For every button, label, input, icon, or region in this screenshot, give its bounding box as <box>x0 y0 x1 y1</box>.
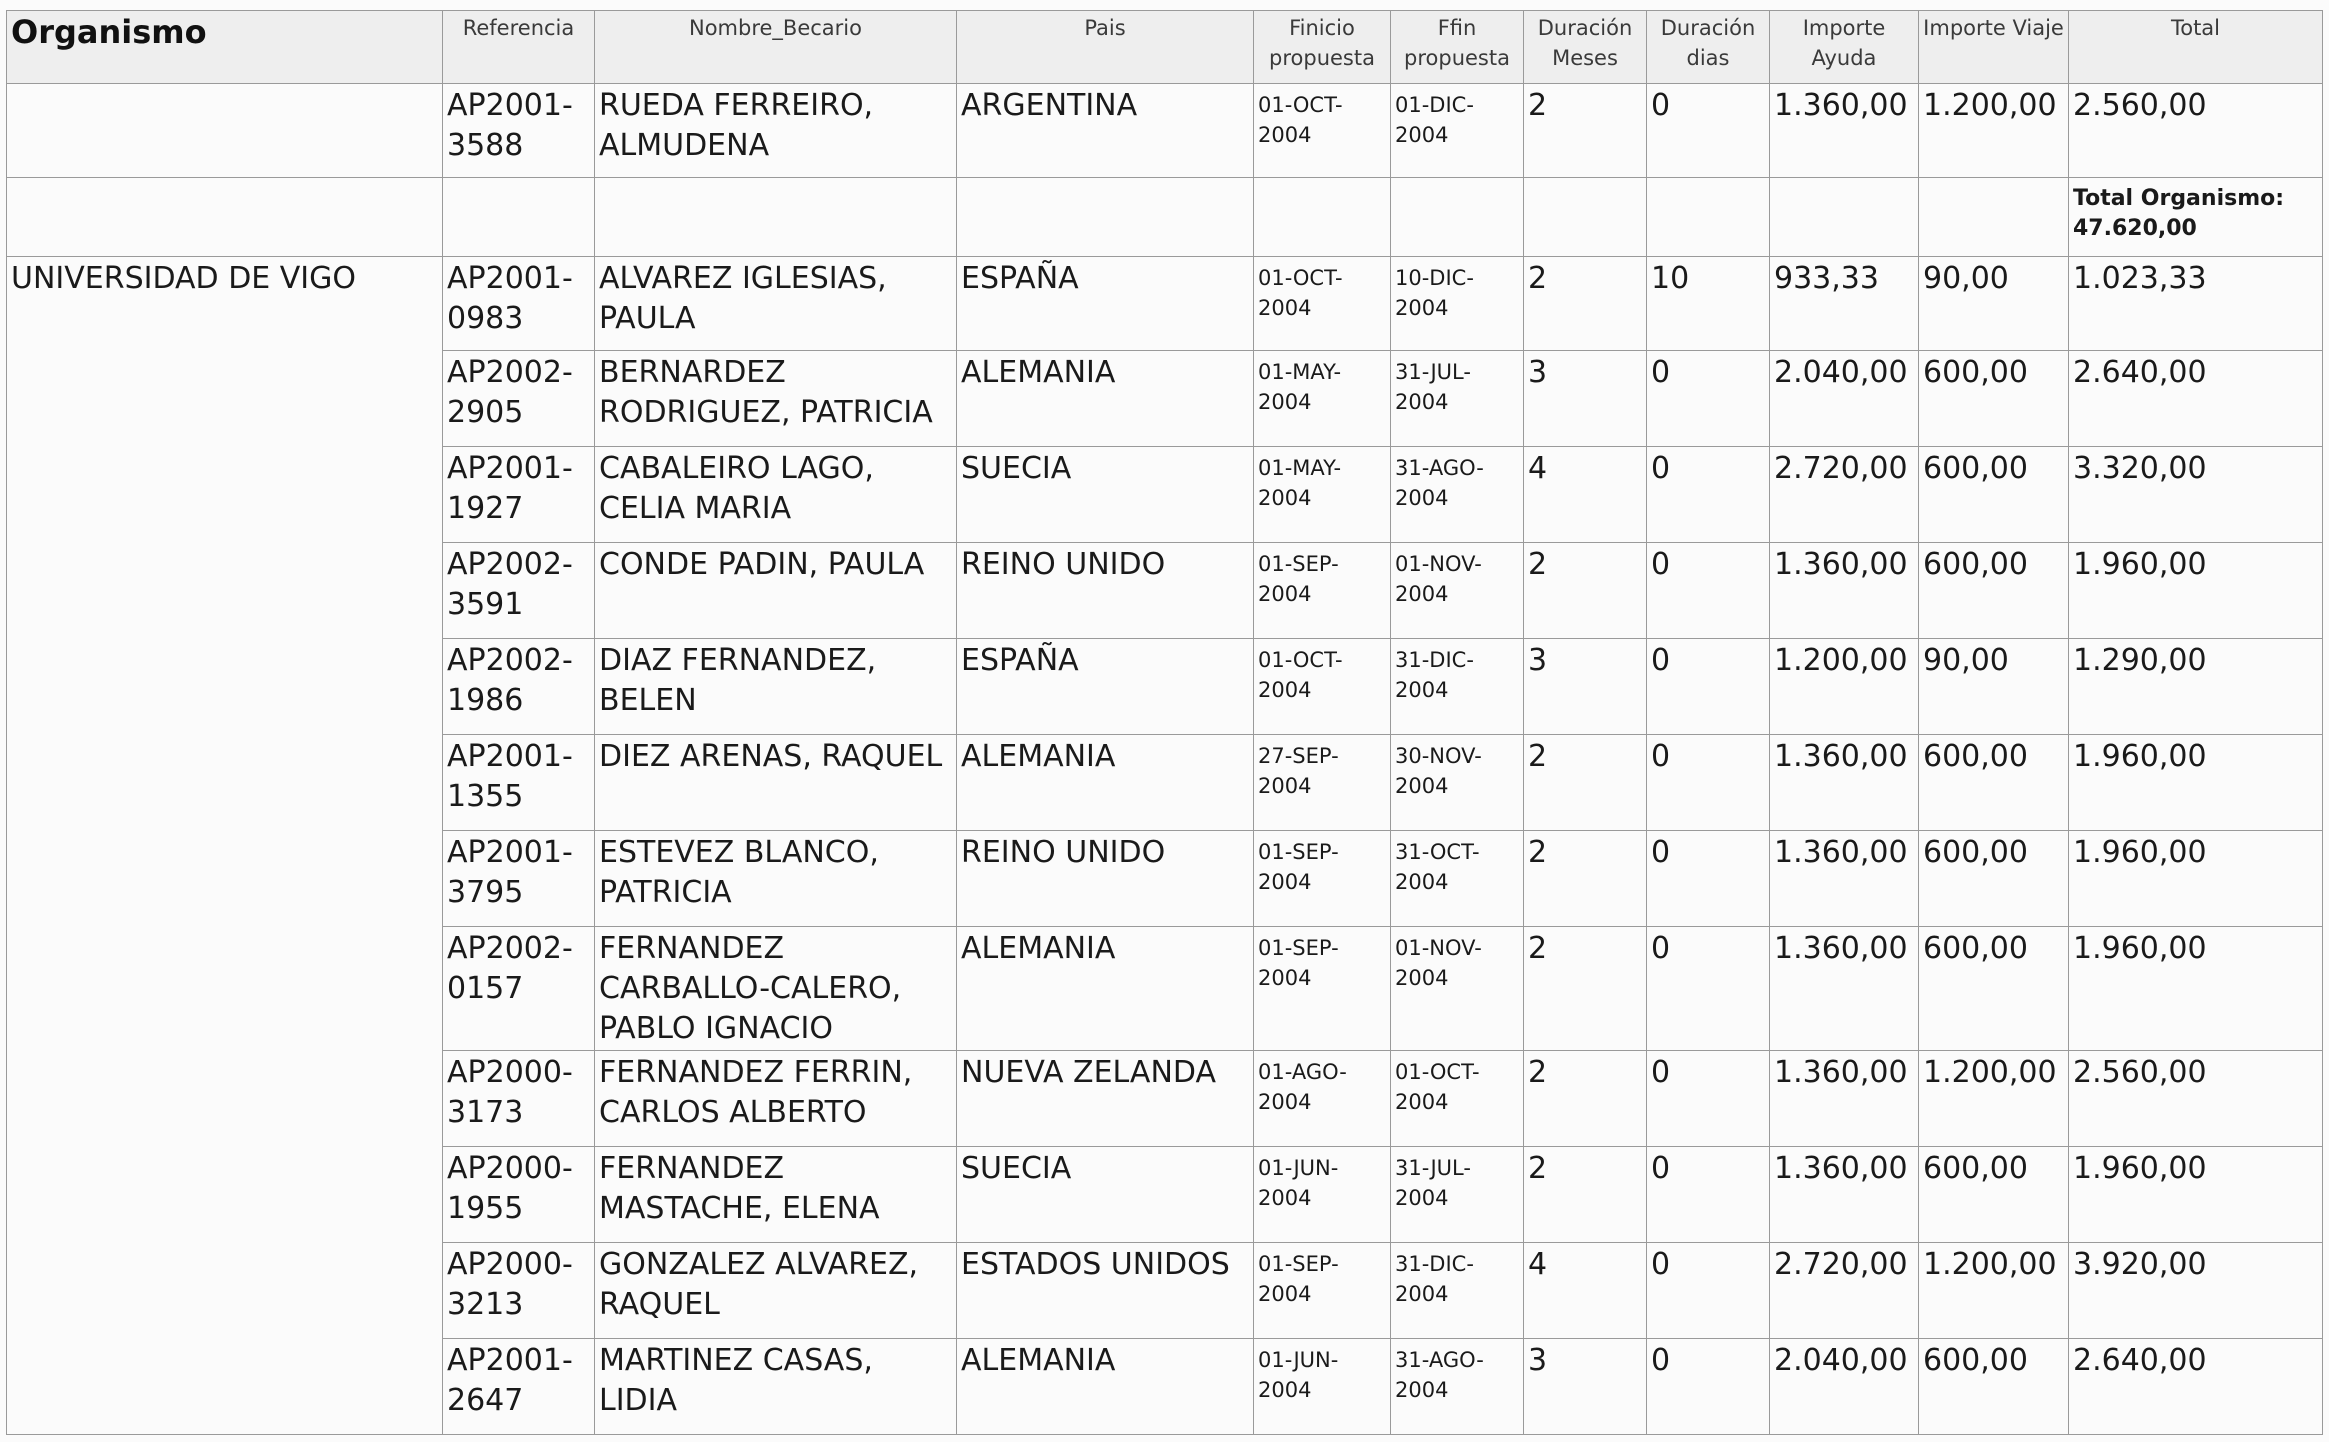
cell-referencia: AP2000-1955 <box>443 1147 595 1243</box>
cell-viaje: 1.200,00 <box>1919 1243 2069 1339</box>
col-nombre: Nombre_Becario <box>595 11 957 84</box>
cell-pais: REINO UNIDO <box>957 831 1254 927</box>
cell-ffin: 31-DIC-2004 <box>1391 639 1524 735</box>
cell-pais: ESPAÑA <box>957 257 1254 351</box>
cell-nombre: BERNARDEZ RODRIGUEZ, PATRICIA <box>595 351 957 447</box>
empty-cell <box>1391 178 1524 257</box>
cell-meses: 2 <box>1524 84 1647 178</box>
cell-total: 2.560,00 <box>2069 1051 2323 1147</box>
cell-dias: 0 <box>1647 543 1770 639</box>
cell-nombre: DIEZ ARENAS, RAQUEL <box>595 735 957 831</box>
cell-ayuda: 1.200,00 <box>1770 639 1919 735</box>
cell-nombre: ESTEVEZ BLANCO, PATRICIA <box>595 831 957 927</box>
cell-finicio: 01-SEP-2004 <box>1254 927 1391 1051</box>
cell-referencia: AP2002-3591 <box>443 543 595 639</box>
cell-meses: 2 <box>1524 1051 1647 1147</box>
cell-dias: 0 <box>1647 84 1770 178</box>
cell-referencia: AP2000-3213 <box>443 1243 595 1339</box>
table-row <box>7 257 2323 351</box>
cell-nombre: CONDE PADIN, PAULA <box>595 543 957 639</box>
total-organismo-row <box>7 178 2323 257</box>
cell-nombre: FERNANDEZ CARBALLO-CALERO, PABLO IGNACIO <box>595 927 957 1051</box>
vigo-section <box>7 257 2323 1435</box>
cell-viaje: 600,00 <box>1919 735 2069 831</box>
cell-viaje: 600,00 <box>1919 1339 2069 1435</box>
cell-viaje: 1.200,00 <box>1919 84 2069 178</box>
cell-dias: 0 <box>1647 735 1770 831</box>
table-body <box>7 84 2323 257</box>
cell-finicio: 01-JUN-2004 <box>1254 1339 1391 1435</box>
cell-meses: 2 <box>1524 257 1647 351</box>
cell-pais: SUECIA <box>957 447 1254 543</box>
cell-ffin: 31-AGO-2004 <box>1391 1339 1524 1435</box>
cell-ayuda: 2.040,00 <box>1770 351 1919 447</box>
cell-ffin: 31-JUL-2004 <box>1391 1147 1524 1243</box>
cell-nombre: RUEDA FERREIRO, ALMUDENA <box>595 84 957 178</box>
col-pais: Pais <box>957 11 1254 84</box>
cell-finicio: 01-SEP-2004 <box>1254 543 1391 639</box>
cell-referencia: AP2002-2905 <box>443 351 595 447</box>
cell-dias: 10 <box>1647 257 1770 351</box>
cell-ffin: 31-OCT-2004 <box>1391 831 1524 927</box>
empty-cell <box>1770 178 1919 257</box>
empty-cell <box>957 178 1254 257</box>
cell-referencia: AP2001-3795 <box>443 831 595 927</box>
cell-finicio: 27-SEP-2004 <box>1254 735 1391 831</box>
empty-cell <box>595 178 957 257</box>
cell-dias: 0 <box>1647 1147 1770 1243</box>
cell-dias: 0 <box>1647 927 1770 1051</box>
cell-nombre: MARTINEZ CASAS, LIDIA <box>595 1339 957 1435</box>
col-ffin: Ffin propuesta <box>1391 11 1524 84</box>
col-referencia: Referencia <box>443 11 595 84</box>
cell-finicio: 01-AGO-2004 <box>1254 1051 1391 1147</box>
col-importe-ayuda: Importe Ayuda <box>1770 11 1919 84</box>
cell-viaje: 1.200,00 <box>1919 1051 2069 1147</box>
cell-ffin: 10-DIC-2004 <box>1391 257 1524 351</box>
cell-ffin: 30-NOV-2004 <box>1391 735 1524 831</box>
cell-viaje: 600,00 <box>1919 1147 2069 1243</box>
cell-finicio: 01-OCT-2004 <box>1254 84 1391 178</box>
cell-ayuda: 1.360,00 <box>1770 1147 1919 1243</box>
col-importe-viaje: Importe Viaje <box>1919 11 2069 84</box>
empty-cell <box>1919 178 2069 257</box>
cell-meses: 2 <box>1524 543 1647 639</box>
cell-dias: 0 <box>1647 1051 1770 1147</box>
cell-referencia: AP2002-0157 <box>443 927 595 1051</box>
cell-total: 2.640,00 <box>2069 1339 2323 1435</box>
cell-dias: 0 <box>1647 1243 1770 1339</box>
cell-total: 2.640,00 <box>2069 351 2323 447</box>
cell-total: 3.920,00 <box>2069 1243 2323 1339</box>
cell-viaje: 90,00 <box>1919 257 2069 351</box>
cell-meses: 4 <box>1524 447 1647 543</box>
cell-nombre: CABALEIRO LAGO, CELIA MARIA <box>595 447 957 543</box>
cell-nombre: FERNANDEZ MASTACHE, ELENA <box>595 1147 957 1243</box>
cell-viaje: 600,00 <box>1919 543 2069 639</box>
cell-total: 1.960,00 <box>2069 831 2323 927</box>
cell-total: 2.560,00 <box>2069 84 2323 178</box>
cell-pais: ALEMANIA <box>957 735 1254 831</box>
cell-dias: 0 <box>1647 831 1770 927</box>
cell-ffin: 31-JUL-2004 <box>1391 351 1524 447</box>
cell-referencia: AP2001-1355 <box>443 735 595 831</box>
cell-finicio: 01-SEP-2004 <box>1254 1243 1391 1339</box>
cell-viaje: 600,00 <box>1919 351 2069 447</box>
cell-ffin: 31-AGO-2004 <box>1391 447 1524 543</box>
cell-nombre: GONZALEZ ALVAREZ, RAQUEL <box>595 1243 957 1339</box>
cell-ayuda: 2.720,00 <box>1770 447 1919 543</box>
cell-referencia: AP2002-1986 <box>443 639 595 735</box>
cell-total: 3.320,00 <box>2069 447 2323 543</box>
cell-nombre: FERNANDEZ FERRIN, CARLOS ALBERTO <box>595 1051 957 1147</box>
cell-ffin: 31-DIC-2004 <box>1391 1243 1524 1339</box>
cell-meses: 2 <box>1524 831 1647 927</box>
cell-ayuda: 1.360,00 <box>1770 831 1919 927</box>
cell-meses: 2 <box>1524 1147 1647 1243</box>
becas-table <box>6 10 2323 1435</box>
cell-total: 1.960,00 <box>2069 735 2323 831</box>
cell-meses: 3 <box>1524 639 1647 735</box>
cell-finicio: 01-MAY-2004 <box>1254 351 1391 447</box>
cell-pais: NUEVA ZELANDA <box>957 1051 1254 1147</box>
cell-ayuda: 1.360,00 <box>1770 543 1919 639</box>
cell-pais: ALEMANIA <box>957 1339 1254 1435</box>
cell-referencia: AP2000-3173 <box>443 1051 595 1147</box>
cell-meses: 2 <box>1524 735 1647 831</box>
empty-cell <box>443 178 595 257</box>
cell-total: 1.023,33 <box>2069 257 2323 351</box>
table-row <box>7 84 2323 178</box>
cell-referencia: AP2001-2647 <box>443 1339 595 1435</box>
cell-pais: ARGENTINA <box>957 84 1254 178</box>
cell-viaje: 90,00 <box>1919 639 2069 735</box>
cell-dias: 0 <box>1647 1339 1770 1435</box>
cell-nombre: ALVAREZ IGLESIAS, PAULA <box>595 257 957 351</box>
cell-total: 1.960,00 <box>2069 1147 2323 1243</box>
organismo-cell: UNIVERSIDAD DE VIGO <box>7 257 443 1435</box>
cell-total: 1.290,00 <box>2069 639 2323 735</box>
cell-ffin: 01-NOV-2004 <box>1391 927 1524 1051</box>
cell-total: 1.960,00 <box>2069 927 2323 1051</box>
table-header <box>7 11 2323 84</box>
cell-finicio: 01-OCT-2004 <box>1254 257 1391 351</box>
empty-cell <box>7 178 443 257</box>
cell-dias: 0 <box>1647 351 1770 447</box>
cell-meses: 4 <box>1524 1243 1647 1339</box>
cell-ffin: 01-DIC-2004 <box>1391 84 1524 178</box>
col-finicio: Finicio propuesta <box>1254 11 1391 84</box>
col-total: Total <box>2069 11 2323 84</box>
cell-meses: 2 <box>1524 927 1647 1051</box>
cell-ayuda: 1.360,00 <box>1770 735 1919 831</box>
cell-viaje: 600,00 <box>1919 927 2069 1051</box>
col-duracion-meses: Duración Meses <box>1524 11 1647 84</box>
col-duracion-dias: Duración dias <box>1647 11 1770 84</box>
total-organismo: Total Organismo: 47.620,00 <box>2069 178 2323 257</box>
cell-ayuda: 2.720,00 <box>1770 1243 1919 1339</box>
cell-ffin: 01-NOV-2004 <box>1391 543 1524 639</box>
cell-ayuda: 2.040,00 <box>1770 1339 1919 1435</box>
cell-viaje: 600,00 <box>1919 831 2069 927</box>
cell-finicio: 01-MAY-2004 <box>1254 447 1391 543</box>
empty-cell <box>1524 178 1647 257</box>
cell-finicio: 01-OCT-2004 <box>1254 639 1391 735</box>
empty-cell <box>1647 178 1770 257</box>
cell-finicio: 01-JUN-2004 <box>1254 1147 1391 1243</box>
cell-meses: 3 <box>1524 351 1647 447</box>
cell-ffin: 01-OCT-2004 <box>1391 1051 1524 1147</box>
cell-referencia: AP2001-1927 <box>443 447 595 543</box>
cell-ayuda: 1.360,00 <box>1770 84 1919 178</box>
cell-ayuda: 933,33 <box>1770 257 1919 351</box>
col-organismo: Organismo <box>7 11 443 84</box>
cell-pais: ESPAÑA <box>957 639 1254 735</box>
cell-pais: REINO UNIDO <box>957 543 1254 639</box>
cell-pais: ALEMANIA <box>957 351 1254 447</box>
cell-total: 1.960,00 <box>2069 543 2323 639</box>
cell-dias: 0 <box>1647 639 1770 735</box>
cell-viaje: 600,00 <box>1919 447 2069 543</box>
empty-cell <box>1254 178 1391 257</box>
organismo-cell-empty <box>7 84 443 178</box>
cell-pais: ESTADOS UNIDOS <box>957 1243 1254 1339</box>
cell-ayuda: 1.360,00 <box>1770 1051 1919 1147</box>
cell-referencia: AP2001-0983 <box>443 257 595 351</box>
cell-referencia: AP2001-3588 <box>443 84 595 178</box>
cell-pais: ALEMANIA <box>957 927 1254 1051</box>
cell-finicio: 01-SEP-2004 <box>1254 831 1391 927</box>
cell-nombre: DIAZ FERNANDEZ, BELEN <box>595 639 957 735</box>
cell-ayuda: 1.360,00 <box>1770 927 1919 1051</box>
cell-dias: 0 <box>1647 447 1770 543</box>
cell-pais: SUECIA <box>957 1147 1254 1243</box>
cell-meses: 3 <box>1524 1339 1647 1435</box>
